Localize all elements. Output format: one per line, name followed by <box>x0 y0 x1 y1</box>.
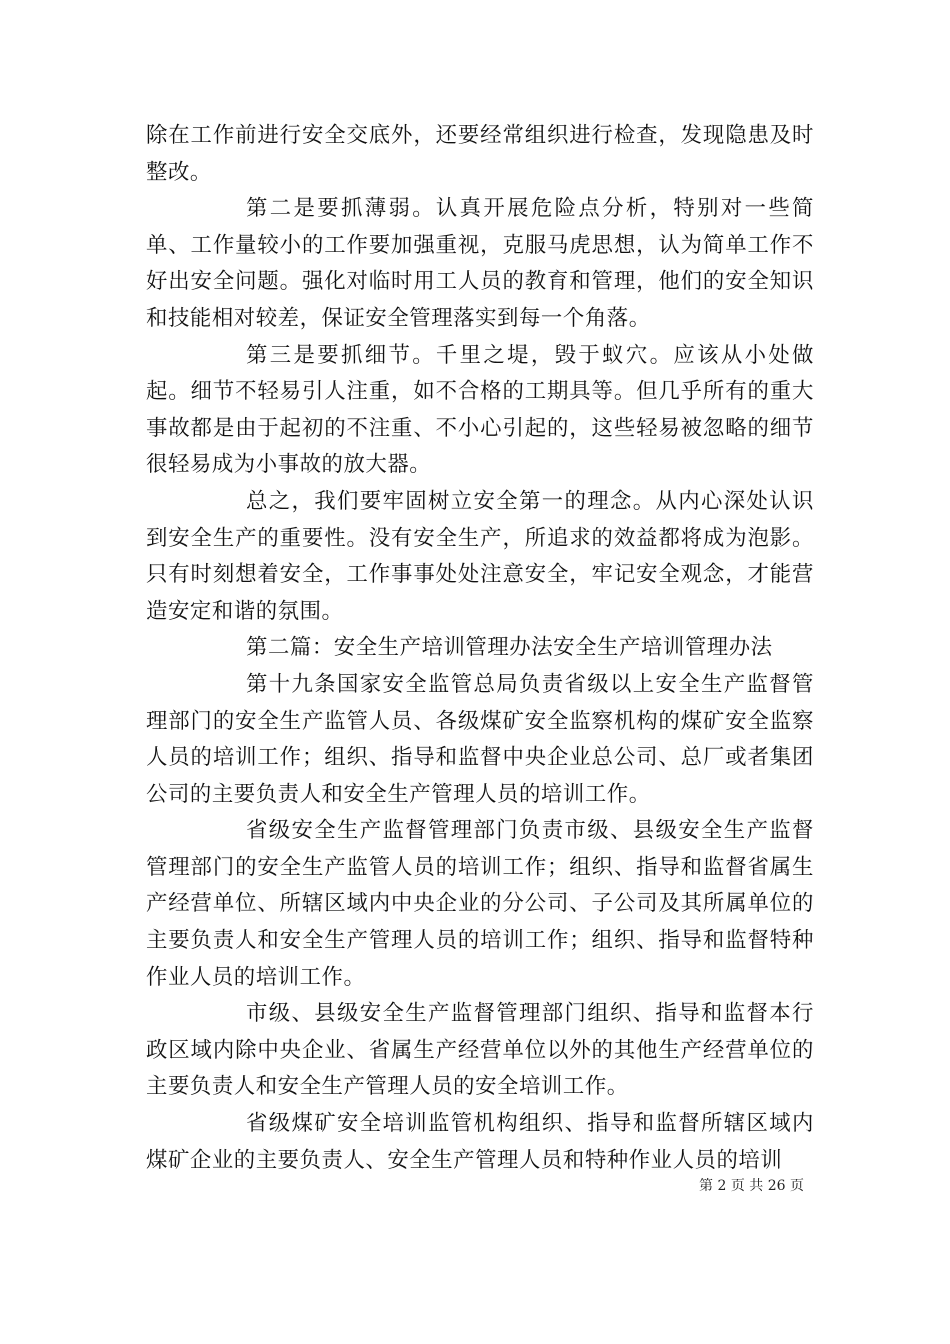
paragraph-4: 总之，我们要牢固树立安全第一的理念。从内心深处认识到安全生产的重要性。没有安全生产，所追求的效益都将成为泡影。只有时刻想着安全，工作事事处处注意安全，牢记安全观念，才能营造安定和谐的氛围。 <box>146 488 814 624</box>
page-number: 第 2 页 共 26 页 <box>699 1178 804 1194</box>
paragraph-2: 第二是要抓薄弱。认真开展危险点分析，特别对一些简单、工作量较小的工作要加强重视，克服马虎思想，认为简单工作不好出安全问题。强化对临时用工人员的教育和管理，他们的安全知识和技能相对较差，保证安全管理落实到每一个角落。 <box>146 196 814 331</box>
paragraph-3: 第三是要抓细节。千里之堤，毁于蚁穴。应该从小处做起。细节不轻易引人注重，如不合格的工期具等。但几乎所有的重大事故都是由于起初的不注重、不小心引起的，这些轻易被忽略的细节很轻易成为小事故的放大器。 <box>146 342 814 478</box>
document-body <box>146 118 814 1179</box>
paragraph-9: 省级煤矿安全培训监管机构组织、指导和监督所辖区域内煤矿企业的主要负责人、安全生产管理人员和特种作业人员的培训 <box>146 1111 814 1173</box>
paragraph-6: 第十九条国家安全监管总局负责省级以上安全生产监督管理部门的安全生产监管人员、各级煤矿安全监察机构的煤矿安全监察人员的培训工作；组织、指导和监督中央企业总公司、总厂或者集团公司的主要负责人和安全生产管理人员的培训工作。 <box>146 671 814 807</box>
paragraph-1: 除在工作前进行安全交底外，还要经常组织进行检查，发现隐患及时整改。 <box>146 123 814 185</box>
paragraph-7: 省级安全生产监督管理部门负责市级、县级安全生产监督管理部门的安全生产监管人员的培训工作；组织、指导和监督省属生产经营单位、所辖区域内中央企业的分公司、子公司及其所属单位的主要负责人和安全生产管理人员的培训工作；组织、指导和监督特种作业人员的培训工作。 <box>146 818 814 990</box>
paragraph-8: 市级、县级安全生产监督管理部门组织、指导和监督本行政区域内除中央企业、省属生产经营单位以外的其他生产经营单位的主要负责人和安全生产管理人员的安全培训工作。 <box>146 1001 814 1100</box>
section-heading: 第二篇：安全生产培训管理办法安全生产培训管理办法 <box>246 635 773 661</box>
